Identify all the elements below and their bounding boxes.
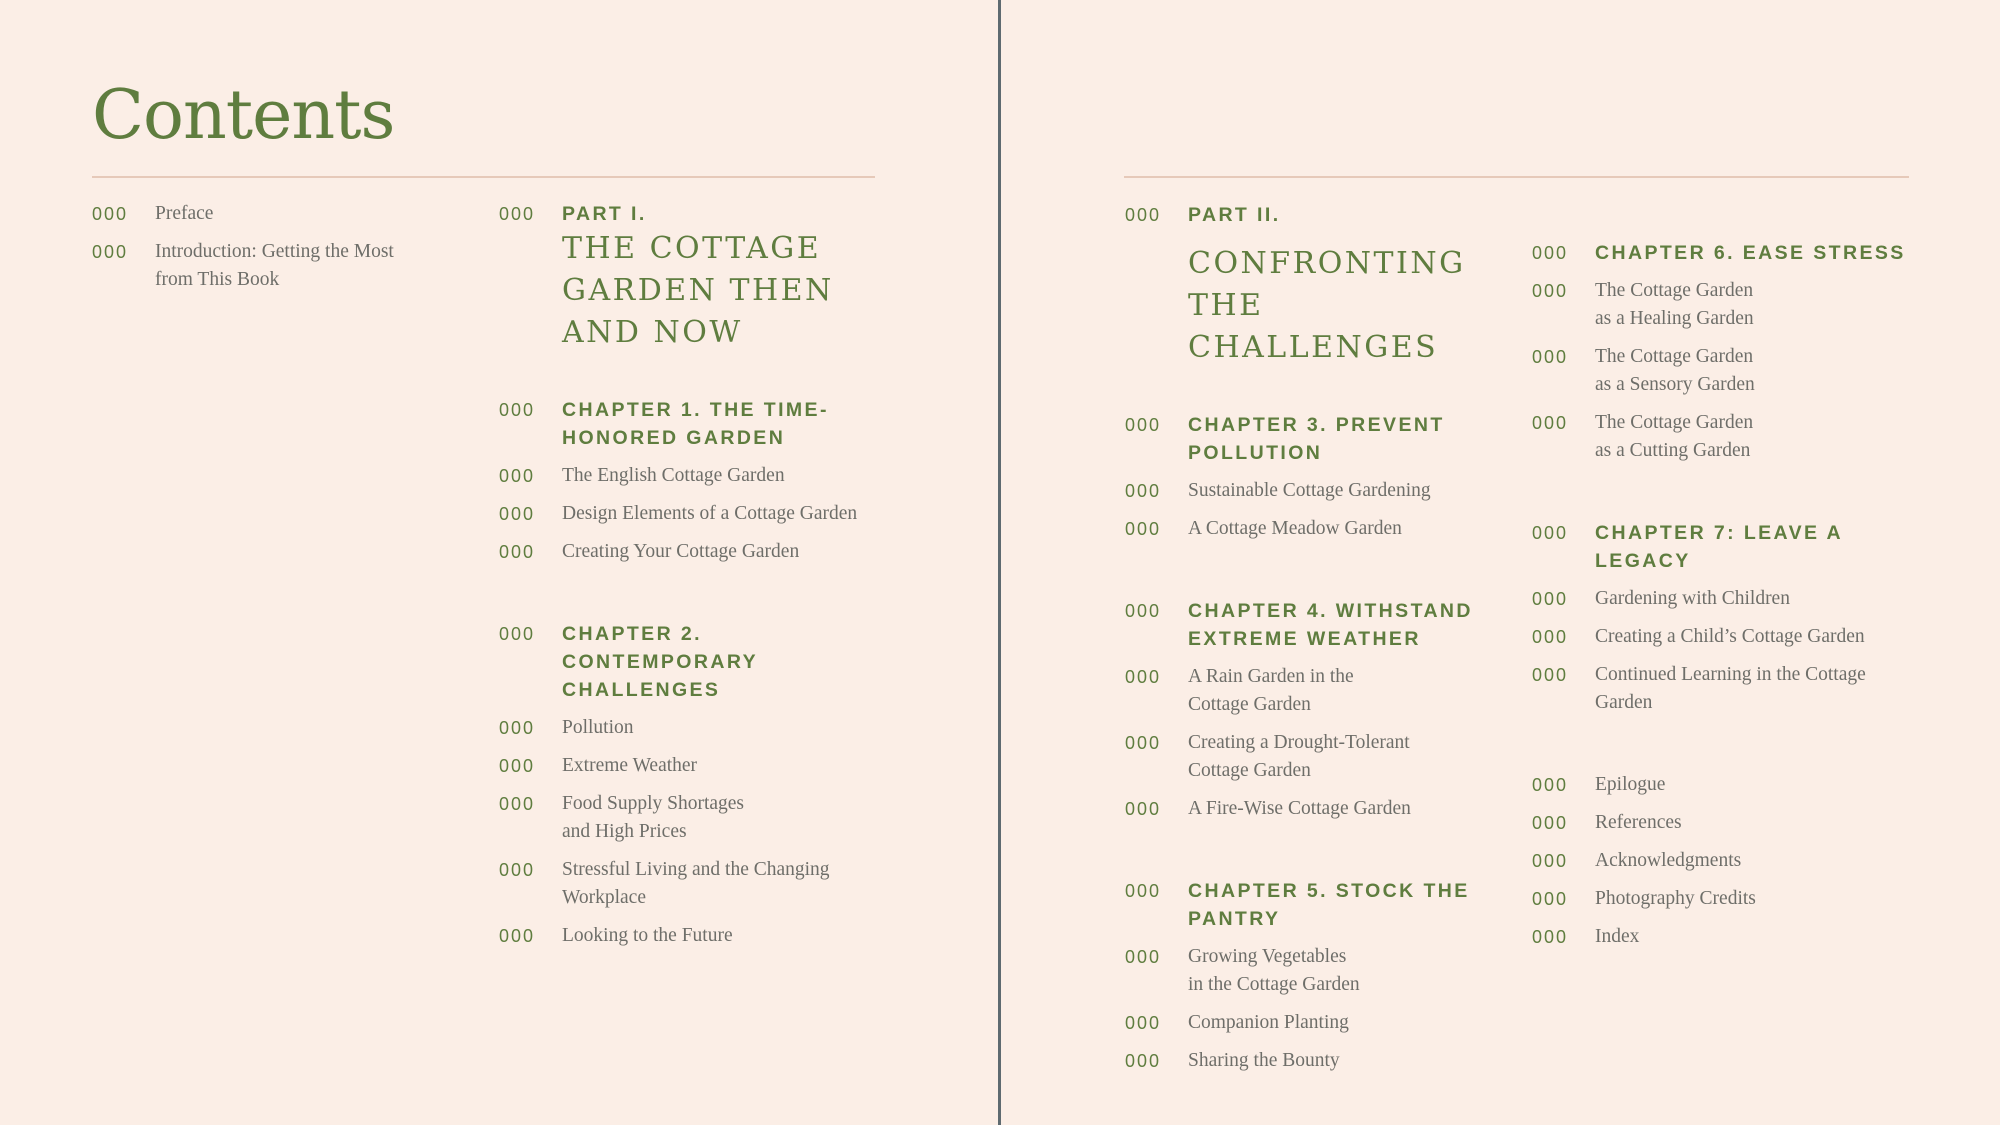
toc-entry-photography-credits[interactable] xyxy=(1532,885,1992,913)
book-spine xyxy=(998,0,1001,1125)
entry-title: A Cottage Meadow Garden xyxy=(1188,518,1402,539)
toc-entry[interactable] xyxy=(499,500,919,528)
entry-title: Index xyxy=(1595,926,1640,947)
entry-title: A Rain Garden in the Cottage Garden xyxy=(1188,666,1354,715)
page-number: 000 xyxy=(499,624,536,644)
front-matter-column xyxy=(92,200,472,304)
entry-title: Stressful Living and the Changing Workplace xyxy=(562,859,830,908)
page-number: 000 xyxy=(499,542,536,562)
entry-title: Introduction: Getting the Most from This Book xyxy=(155,241,394,290)
entry-title: Creating a Drought-Tolerant Cottage Garden xyxy=(1188,732,1410,781)
toc-entry-index[interactable] xyxy=(1532,923,1992,951)
page-number: 000 xyxy=(1125,481,1162,501)
toc-entry[interactable] xyxy=(1125,515,1525,543)
page-number: 000 xyxy=(92,204,129,224)
entry-title: Continued Learning in the Cottage Garden xyxy=(1595,664,1866,713)
toc-entry-part-one[interactable] xyxy=(499,200,919,228)
chapter-title: CHAPTER 1. THE TIME- HONORED GARDEN xyxy=(562,399,829,449)
page-number: 000 xyxy=(499,756,536,776)
part-one-column xyxy=(499,200,919,960)
entry-title: Design Elements of a Cottage Garden xyxy=(562,503,858,524)
page-number: 000 xyxy=(1125,733,1162,753)
toc-entry[interactable] xyxy=(1125,663,1525,719)
toc-entry-chapter-1[interactable] xyxy=(499,396,919,452)
toc-entry[interactable] xyxy=(1125,795,1525,823)
page-number: 000 xyxy=(1532,889,1569,909)
entry-title: The Cottage Garden as a Sensory Garden xyxy=(1595,346,1755,395)
chapter-title: CHAPTER 2. CONTEMPORARY CHALLENGES xyxy=(562,623,758,701)
page-number: 000 xyxy=(499,794,536,814)
toc-entry[interactable] xyxy=(1125,729,1525,785)
page-number: 000 xyxy=(92,242,129,262)
entry-title: Growing Vegetables in the Cottage Garden xyxy=(1188,946,1360,995)
page-number: 000 xyxy=(1125,1051,1162,1071)
page-number: 000 xyxy=(1532,243,1569,263)
chapter-title: CHAPTER 6. EASE STRESS xyxy=(1595,242,1906,264)
page-number: 000 xyxy=(499,204,536,224)
entry-title: Sustainable Cottage Gardening xyxy=(1188,480,1431,501)
page-number: 000 xyxy=(1532,523,1569,543)
page-number: 000 xyxy=(1532,813,1569,833)
toc-entry[interactable] xyxy=(499,462,919,490)
entry-title: Creating a Child’s Cottage Garden xyxy=(1595,626,1865,647)
toc-entry[interactable] xyxy=(1125,1047,1525,1075)
toc-entry[interactable] xyxy=(1125,1009,1525,1037)
entry-title: The Cottage Garden as a Healing Garden xyxy=(1595,280,1754,329)
entry-title: Pollution xyxy=(562,717,634,738)
toc-entry-references[interactable] xyxy=(1532,809,1992,837)
page-number: 000 xyxy=(1532,413,1569,433)
toc-entry-epilogue[interactable] xyxy=(1532,771,1992,799)
entry-title: Food Supply Shortages and High Prices xyxy=(562,793,745,842)
toc-entry[interactable] xyxy=(1532,343,1992,399)
entry-title: A Fire-Wise Cottage Garden xyxy=(1188,798,1411,819)
toc-entry-chapter-3[interactable] xyxy=(1125,411,1525,467)
toc-entry-preface[interactable] xyxy=(92,200,472,228)
entry-title: Looking to the Future xyxy=(562,925,733,946)
toc-entry-chapter-4[interactable] xyxy=(1125,597,1525,653)
toc-entry[interactable] xyxy=(499,714,919,742)
entry-title: References xyxy=(1595,812,1682,833)
entry-title: Photography Credits xyxy=(1595,888,1756,909)
left-page xyxy=(0,0,998,1125)
toc-entry[interactable] xyxy=(499,538,919,566)
toc-entry-part-two[interactable] xyxy=(1125,201,1525,229)
toc-entry[interactable] xyxy=(499,922,919,950)
entry-title: Gardening with Children xyxy=(1595,588,1790,609)
page-number: 000 xyxy=(1532,281,1569,301)
page-number: 000 xyxy=(1532,347,1569,367)
part-two-title: CONFRONTING THE CHALLENGES xyxy=(1188,246,1466,365)
toc-entry[interactable] xyxy=(1532,623,1992,651)
toc-entry[interactable] xyxy=(499,752,919,780)
page-number: 000 xyxy=(499,400,536,420)
toc-entry[interactable] xyxy=(1532,409,1992,465)
title-rule xyxy=(92,176,875,178)
page-number: 000 xyxy=(1532,851,1569,871)
page-number: 000 xyxy=(1125,947,1162,967)
chapter-title: CHAPTER 3. PREVENT POLLUTION xyxy=(1188,414,1445,464)
page-number: 000 xyxy=(499,466,536,486)
entry-title: Preface xyxy=(155,203,214,224)
top-rule xyxy=(1124,176,1909,178)
toc-entry[interactable] xyxy=(499,856,919,912)
page-number: 000 xyxy=(499,860,536,880)
part-one-title: THE COTTAGE GARDEN THEN AND NOW xyxy=(562,231,834,350)
page-number: 000 xyxy=(1532,589,1569,609)
page-number: 000 xyxy=(499,504,536,524)
part-label: PART I. xyxy=(562,203,647,225)
page-number: 000 xyxy=(1532,627,1569,647)
chapters-six-seven-column xyxy=(1532,239,1992,961)
page-number: 000 xyxy=(1532,665,1569,685)
page-number: 000 xyxy=(499,718,536,738)
chapter-title: CHAPTER 7: LEAVE A LEGACY xyxy=(1595,522,1843,572)
toc-entry[interactable] xyxy=(1125,477,1525,505)
toc-entry[interactable] xyxy=(1532,585,1992,613)
toc-entry[interactable] xyxy=(1532,277,1992,333)
part-two-column xyxy=(1125,201,1525,1085)
part-label: PART II. xyxy=(1188,204,1281,226)
toc-entry-chapter-7[interactable] xyxy=(1532,519,1992,575)
entry-title: Epilogue xyxy=(1595,774,1666,795)
chapter-title: CHAPTER 5. STOCK THE PANTRY xyxy=(1188,880,1470,930)
page-number: 000 xyxy=(1532,775,1569,795)
entry-title: The English Cottage Garden xyxy=(562,465,785,486)
page-number: 000 xyxy=(1125,1013,1162,1033)
page-number: 000 xyxy=(1125,881,1162,901)
page-number: 000 xyxy=(1532,927,1569,947)
page-number: 000 xyxy=(1125,601,1162,621)
toc-entry[interactable] xyxy=(1532,661,1992,717)
entry-title: Sharing the Bounty xyxy=(1188,1050,1340,1071)
toc-entry-chapter-2[interactable] xyxy=(499,620,919,704)
entry-title: Creating Your Cottage Garden xyxy=(562,541,800,562)
toc-entry-acknowledgments[interactable] xyxy=(1532,847,1992,875)
entry-title: The Cottage Garden as a Cutting Garden xyxy=(1595,412,1754,461)
entry-title: Companion Planting xyxy=(1188,1012,1349,1033)
page-title: Contents xyxy=(92,76,395,155)
toc-entry-chapter-6[interactable] xyxy=(1532,239,1992,267)
entry-title: Acknowledgments xyxy=(1595,850,1742,871)
toc-entry[interactable] xyxy=(499,790,919,846)
page-number: 000 xyxy=(1125,519,1162,539)
page-number: 000 xyxy=(1125,415,1162,435)
toc-entry-introduction[interactable] xyxy=(92,238,472,294)
entry-title: Extreme Weather xyxy=(562,755,698,776)
page-number: 000 xyxy=(1125,799,1162,819)
right-page xyxy=(1002,0,2000,1125)
toc-entry[interactable] xyxy=(1125,943,1525,999)
chapter-title: CHAPTER 4. WITHSTAND EXTREME WEATHER xyxy=(1188,600,1473,650)
page-number: 000 xyxy=(1125,205,1162,225)
page-number: 000 xyxy=(1125,667,1162,687)
page-number: 000 xyxy=(499,926,536,946)
toc-entry-chapter-5[interactable] xyxy=(1125,877,1525,933)
